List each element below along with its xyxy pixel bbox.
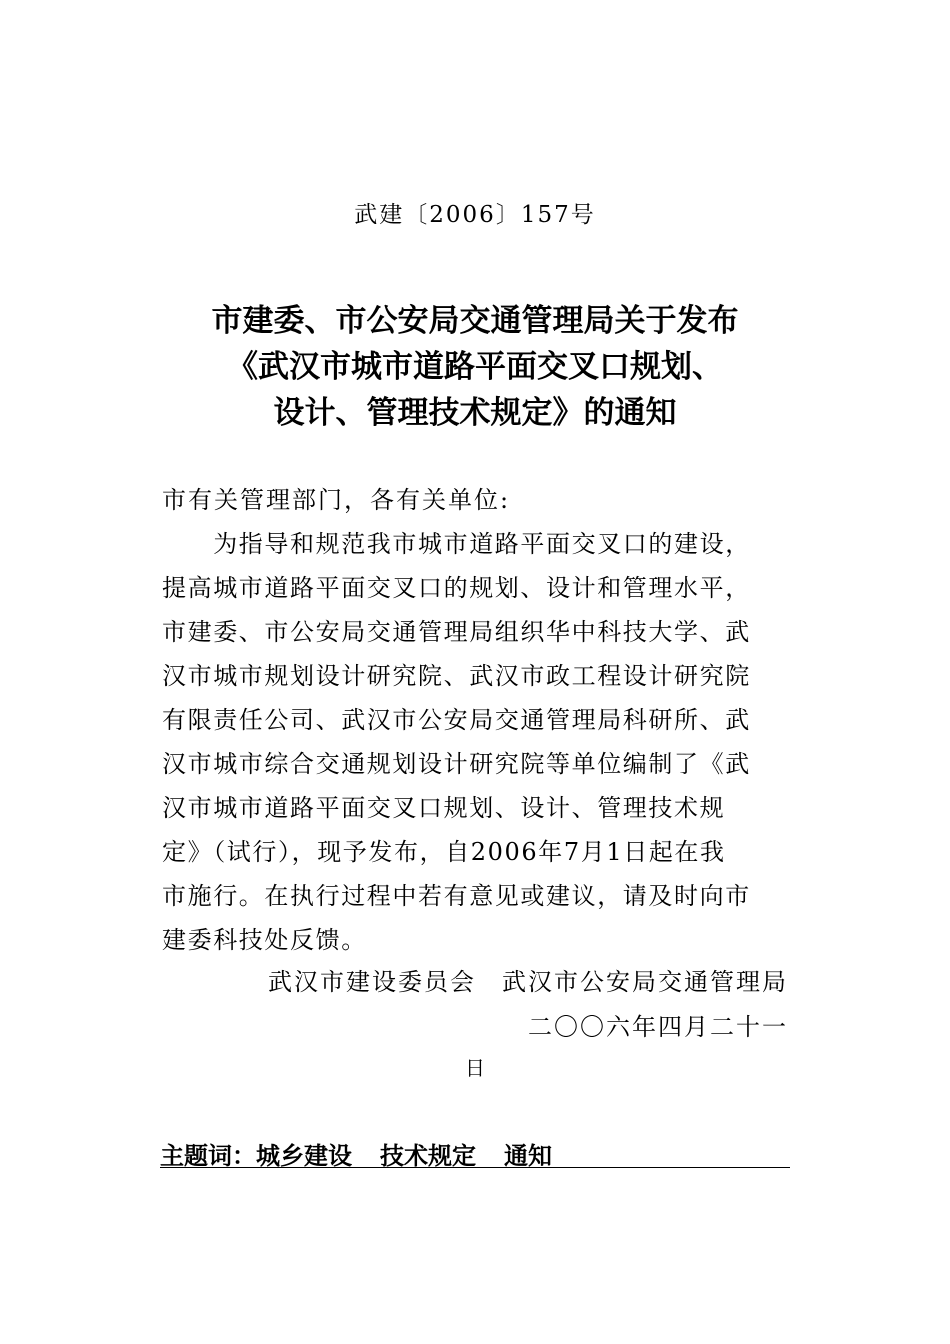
body-line: 提高城市道路平面交叉口的规划、设计和管理水平， bbox=[162, 574, 751, 602]
body-line: 有限责任公司、武汉市公安局交通管理局科研所、武 bbox=[162, 706, 751, 734]
body-line: 市建委、市公安局交通管理局组织华中科技大学、武 bbox=[162, 618, 751, 646]
title-line-2: 《武汉市城市道路平面交叉口规划、 bbox=[227, 349, 723, 385]
body-line: 建委科技处反馈。 bbox=[162, 926, 367, 954]
issue-date-continued: 日 bbox=[465, 1056, 485, 1080]
signature-issuers: 武汉市建设委员会 武汉市公安局交通管理局 bbox=[268, 968, 788, 996]
document-number: 武建〔2006〕157号 bbox=[354, 202, 596, 228]
keyword: 技术规定 bbox=[380, 1142, 476, 1170]
body-line: 为指导和规范我市城市道路平面交叉口的建设， bbox=[162, 530, 751, 558]
body-line: 汉市城市道路平面交叉口规划、设计、管理技术规 bbox=[162, 794, 726, 822]
body-line: 市施行。在执行过程中若有意见或建议，请及时向市 bbox=[162, 882, 751, 910]
keyword: 通知 bbox=[504, 1142, 552, 1170]
subject-keywords bbox=[160, 1136, 552, 1171]
keyword: 城乡建设 bbox=[256, 1142, 352, 1170]
document-title bbox=[100, 298, 850, 436]
body-line: 定》（试行），现予发布，自2006年7月1日起在我 bbox=[162, 838, 726, 866]
keywords-underline bbox=[160, 1167, 790, 1168]
body-line: 汉市城市规划设计研究院、武汉市政工程设计研究院 bbox=[162, 662, 751, 690]
issue-date: 二〇〇六年四月二十一 bbox=[528, 1013, 788, 1041]
title-line-3: 设计、管理技术规定》的通知 bbox=[273, 395, 677, 431]
salutation: 市有关管理部门，各有关单位: bbox=[162, 486, 511, 514]
keywords-label: 主题词： bbox=[160, 1142, 256, 1170]
body-line: 汉市城市综合交通规划设计研究院等单位编制了《武 bbox=[162, 750, 751, 778]
title-line-1: 市建委、市公安局交通管理局关于发布 bbox=[211, 303, 739, 339]
body-text bbox=[162, 522, 792, 962]
